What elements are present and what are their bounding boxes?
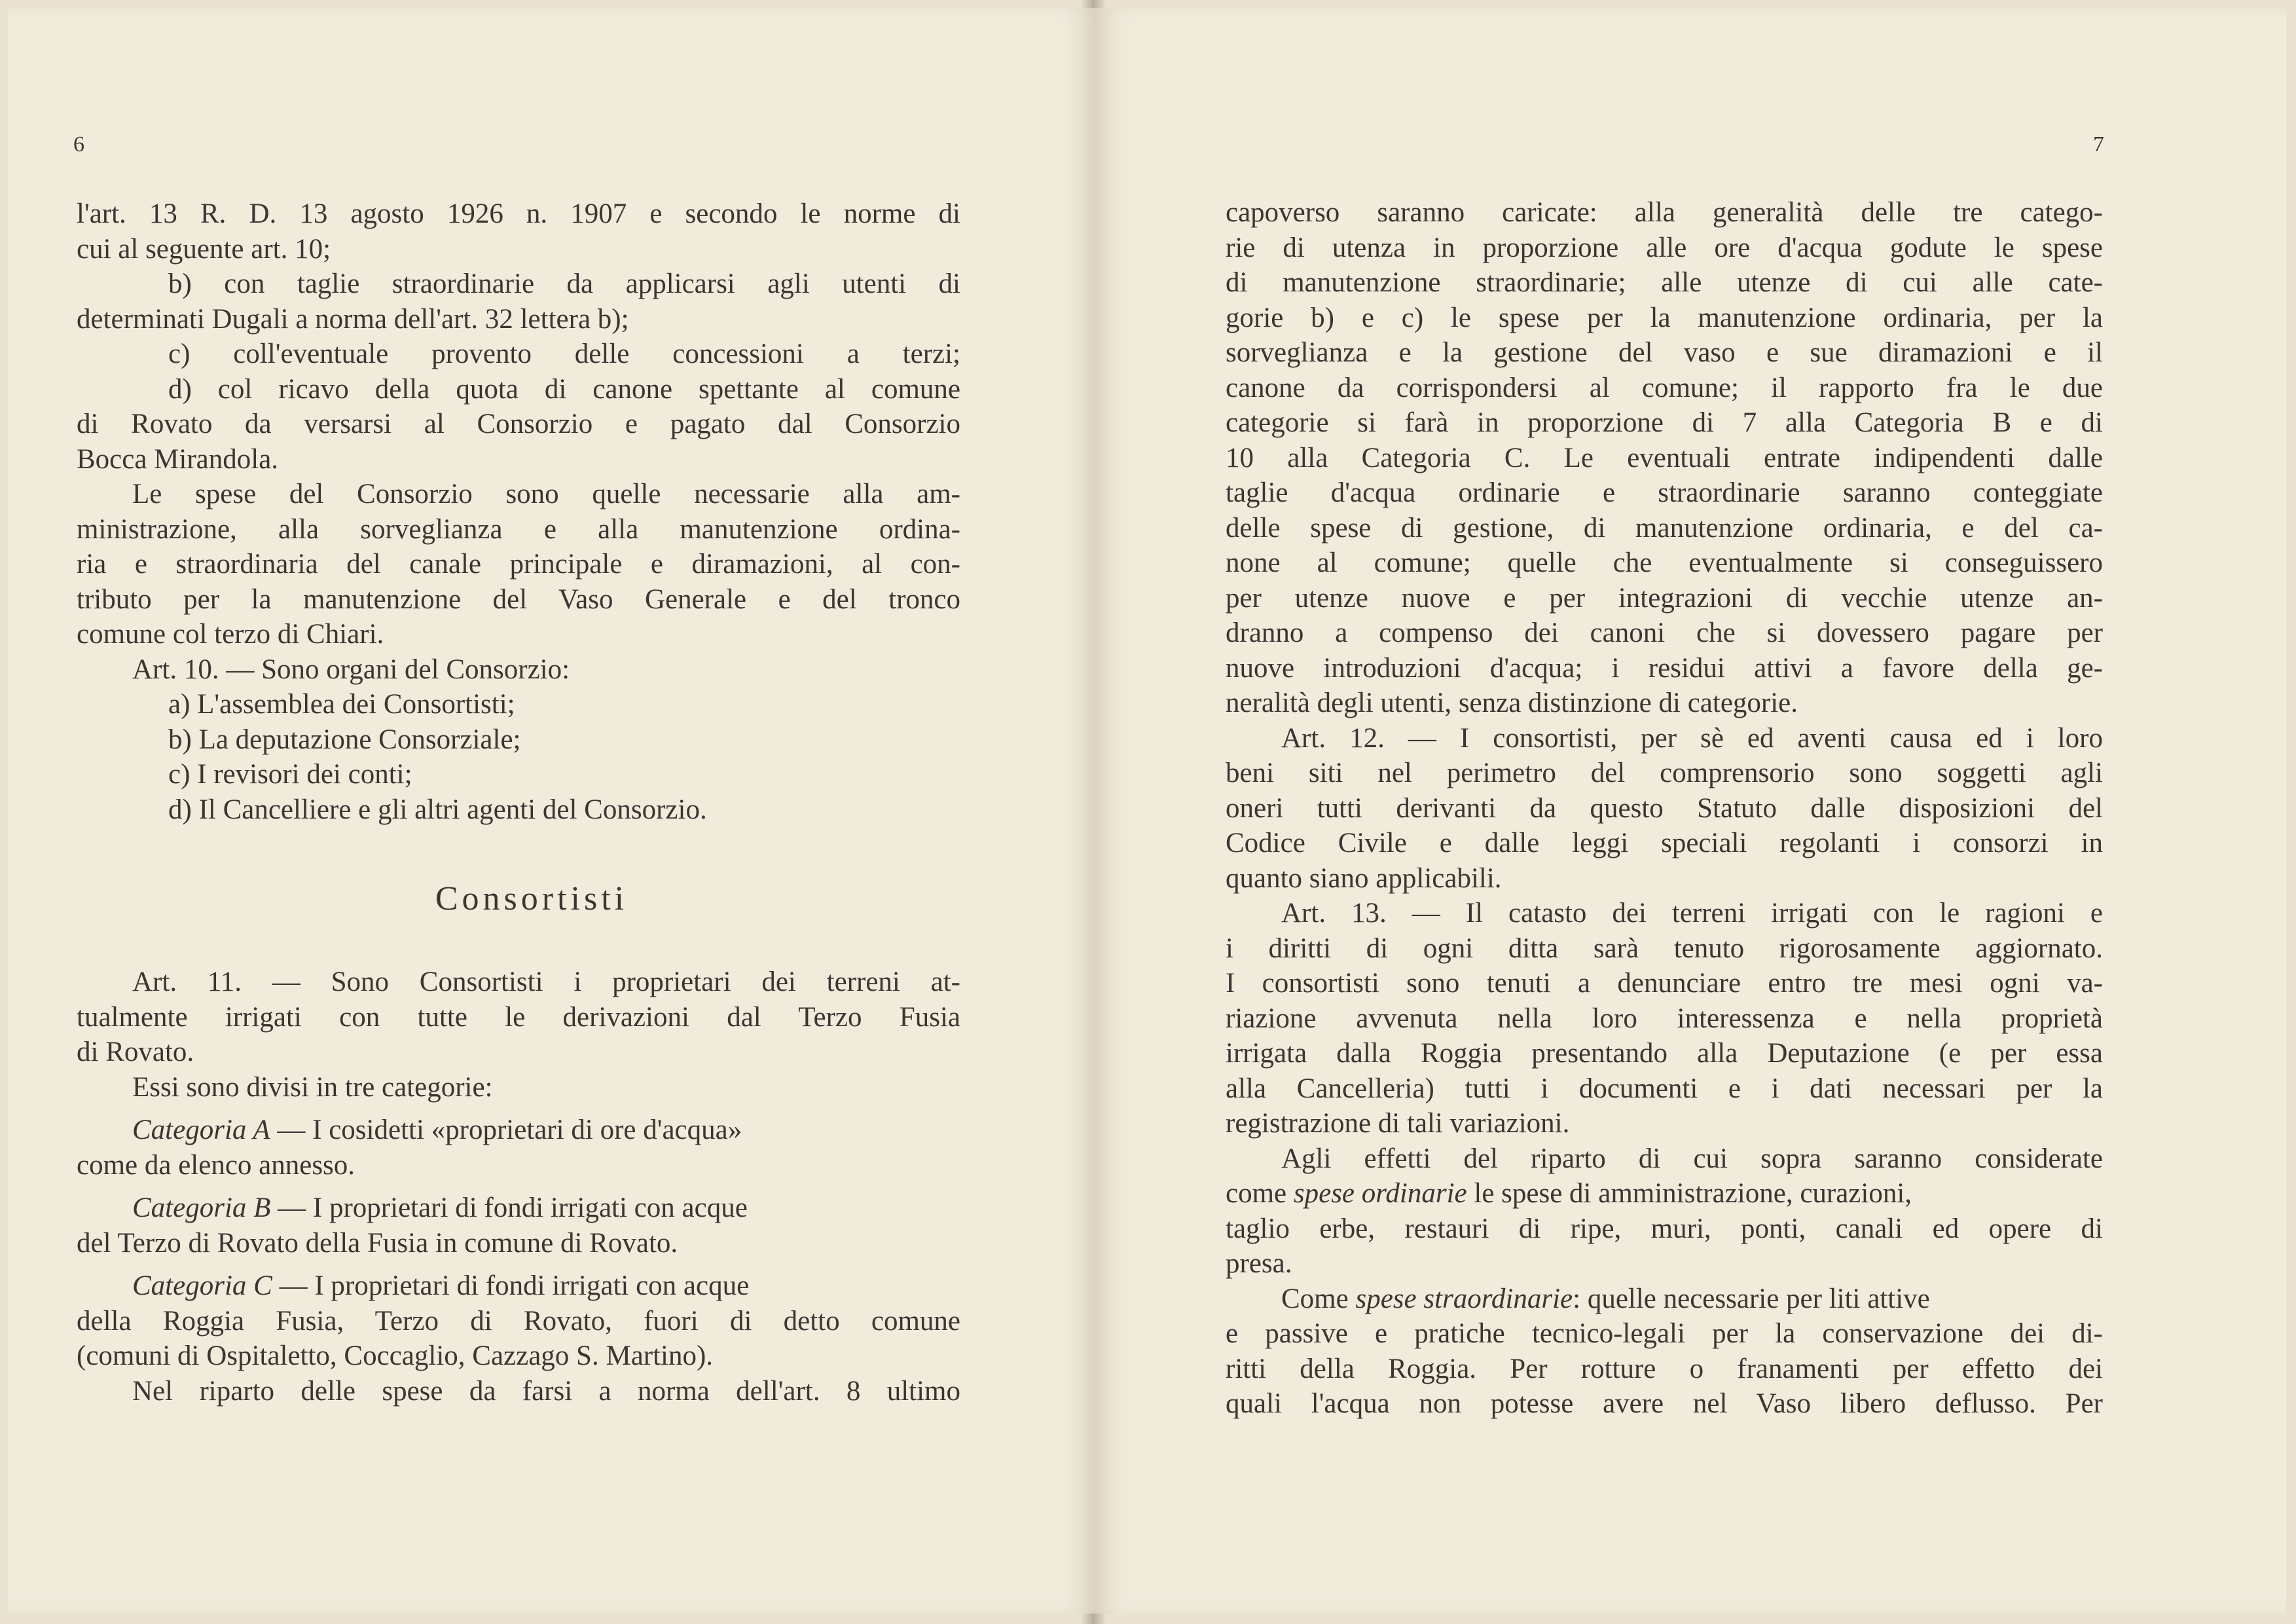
text-line: 10 alla Categoria C. Le eventuali entrate indipendenti dalle (1226, 442, 2103, 473)
text-line: oneri tutti derivanti da questo Statuto dalle disposizioni del (1226, 792, 2103, 824)
text-line: nuove introduzioni d'acqua; i residui attivi a favore della ge- (1226, 652, 2103, 684)
italic-term: spese ordinarie (1293, 1178, 1467, 1209)
text-line: Agli effetti del riparto di cui sopra saranno considerate (1281, 1143, 2103, 1174)
text-line: gorie b) e c) le spese per la manutenzione ordinaria, per la (1226, 302, 2103, 333)
text-line: c) coll'eventuale provento delle concessioni a terzi; (168, 339, 960, 369)
text-line: presa. (1226, 1248, 1292, 1279)
text-line: Le spese del Consorzio sono quelle necessarie alla am- (132, 479, 960, 509)
text-line: ritti della Roggia. Per rotture o franamenti per effetto dei (1226, 1353, 2103, 1384)
text-line: di manutenzione straordinarie; alle utenze di cui alle cate- (1226, 267, 2103, 298)
italic-term: spese straordinarie (1355, 1283, 1573, 1314)
text-line: b) La deputazione Consorziale; (168, 724, 521, 755)
text-line: a) L'assemblea dei Consortisti; (168, 689, 515, 720)
text-line: riazione avvenuta nella loro interessenza e nella proprietà (1226, 1003, 2103, 1034)
text-line: b) con taglie straordinarie da applicarsi agli utenti di (168, 268, 960, 299)
text-line: del Terzo di Rovato della Fusia in comune di Rovato. (77, 1227, 678, 1259)
text-line: d) col ricavo della quota di canone spettante al comune (168, 373, 960, 405)
spacer (77, 1105, 960, 1113)
text-line: della Roggia Fusia, Terzo di Rovato, fuori di detto comune (77, 1305, 960, 1337)
text-line: Art. 12. — I consortisti, per sè ed aventi causa ed i loro (1281, 722, 2103, 754)
text-line: (comuni di Ospitaletto, Coccaglio, Cazzago S. Martino). (77, 1340, 714, 1371)
right-text-column (1226, 195, 2103, 1422)
text-line: comune col terzo di Chiari. (77, 619, 384, 650)
text-line: Art. 10. — Sono organi del Consorzio: (132, 654, 570, 685)
text-line: Bocca Mirandola. (77, 443, 279, 475)
text-line: capoverso saranno caricate: alla generalità delle tre catego- (1226, 197, 2103, 228)
text-line: dranno a compenso dei canoni che si dovessero pagare per (1226, 618, 2103, 648)
text-line: di Rovato. (77, 1037, 194, 1067)
right-page (1095, 8, 2286, 1614)
text-line: tributo per la manutenzione del Vaso Generale e del tronco (77, 583, 960, 615)
text-line: d) Il Cancelliere e gli altri agenti del Consorzio. (168, 794, 707, 825)
text-line: quanto siano applicabili. (1226, 862, 1502, 894)
text-line: Categoria A — I cosidetti «proprietari di ore d'acqua» (132, 1115, 742, 1145)
text-line: delle spese di gestione, di manutenzione ordinaria, e del ca- (1226, 512, 2103, 544)
text-line: per utenze nuove e per integrazioni di vecchie utenze an- (1226, 582, 2103, 614)
text-line: ministrazione, alla sorveglianza e alla manutenzione ordina- (77, 513, 960, 545)
spacer (77, 1261, 960, 1268)
text-line: c) I revisori dei conti; (168, 759, 412, 790)
text-line: irrigata dalla Roggia presentando alla Deputazione (e per essa (1226, 1038, 2103, 1069)
text-line: tualmente irrigati con tutte le derivazioni dal Terzo Fusia (77, 1001, 960, 1033)
text-line: sorveglianza e la gestione del vaso e sue diramazioni e il (1226, 337, 2103, 368)
text-line: l'art. 13 R. D. 13 agosto 1926 n. 1907 e secondo le norme di (77, 198, 960, 229)
text-line: Categoria C — I proprietari di fondi irrigati con acque (132, 1270, 750, 1301)
text-line: none al comune; quelle che eventualmente si conseguissero (1226, 547, 2103, 578)
text-line: i diritti di ogni ditta sarà tenuto rigorosamente aggiornato. (1226, 932, 2103, 964)
left-page (8, 8, 1095, 1614)
text-line: Art. 11. — Sono Consortisti i proprietari dei terreni at- (132, 967, 960, 997)
text-line: ria e straordinaria del canale principale e diramazioni, al con- (77, 549, 960, 580)
text-line: taglie d'acqua ordinarie e straordinarie saranno conteggiate (1226, 477, 2103, 508)
text-line: alla Cancelleria) tutti i documenti e i dati necessari per la (1226, 1073, 2103, 1104)
text-line: Art. 13. — Il catasto dei terreni irrigati con le ragioni e (1281, 898, 2103, 929)
text-line: canone da corrispondersi al comune; il rapporto fra le due (1226, 372, 2103, 403)
text-line: taglio erbe, restauri di ripe, muri, ponti, canali ed opere di (1226, 1213, 2103, 1244)
text-line: Nel riparto delle spese da farsi a norma dell'art. 8 ultimo (132, 1375, 960, 1407)
text-line: Come spese straordinarie: quelle necessarie per liti attive (1281, 1283, 1930, 1314)
section-heading: Consortisti (435, 880, 629, 917)
text-line: rie di utenza in proporzione alle ore d'acqua godute le spese (1226, 232, 2103, 263)
category-label: Categoria A (132, 1115, 270, 1145)
category-label: Categoria B (132, 1192, 271, 1223)
text-line: Essi sono divisi in tre categorie: (132, 1071, 493, 1103)
spacer (77, 1183, 960, 1190)
text-line: Codice Civile e dalle leggi speciali regolanti i consorzi in (1226, 828, 2103, 858)
text-line: beni siti nel perimetro del comprensorio sono soggetti agli (1226, 758, 2103, 788)
page-number-right: 7 (2093, 132, 2104, 157)
text-line: quali l'acqua non potesse avere nel Vaso libero deflusso. Per (1226, 1388, 2103, 1419)
text-line: cui al seguente art. 10; (77, 233, 331, 265)
page-number-left: 6 (73, 132, 84, 157)
text-line: come da elenco annesso. (77, 1149, 355, 1181)
text-line: determinati Dugali a norma dell'art. 32 lettera b); (77, 303, 629, 335)
text-line: e passive e pratiche tecnico-legali per la conservazione dei di- (1226, 1318, 2103, 1349)
text-line: I consortisti sono tenuti a denunciare entro tre mesi ogni va- (1226, 968, 2103, 999)
text-line: Categoria B — I proprietari di fondi irrigati con acque (132, 1192, 748, 1223)
text-line: neralità degli utenti, senza distinzione di categorie. (1226, 688, 1798, 718)
text-line: categorie si farà in proporzione di 7 alla Categoria B e di (1226, 407, 2103, 438)
text-line: registrazione di tali variazioni. (1226, 1108, 1570, 1139)
left-text-column (77, 196, 960, 1409)
text-line: di Rovato da versarsi al Consorzio e pagato dal Consorzio (77, 409, 960, 439)
text-line: come spese ordinarie le spese di amministrazione, curazioni, (1226, 1178, 1912, 1209)
category-label: Categoria C (132, 1270, 272, 1301)
